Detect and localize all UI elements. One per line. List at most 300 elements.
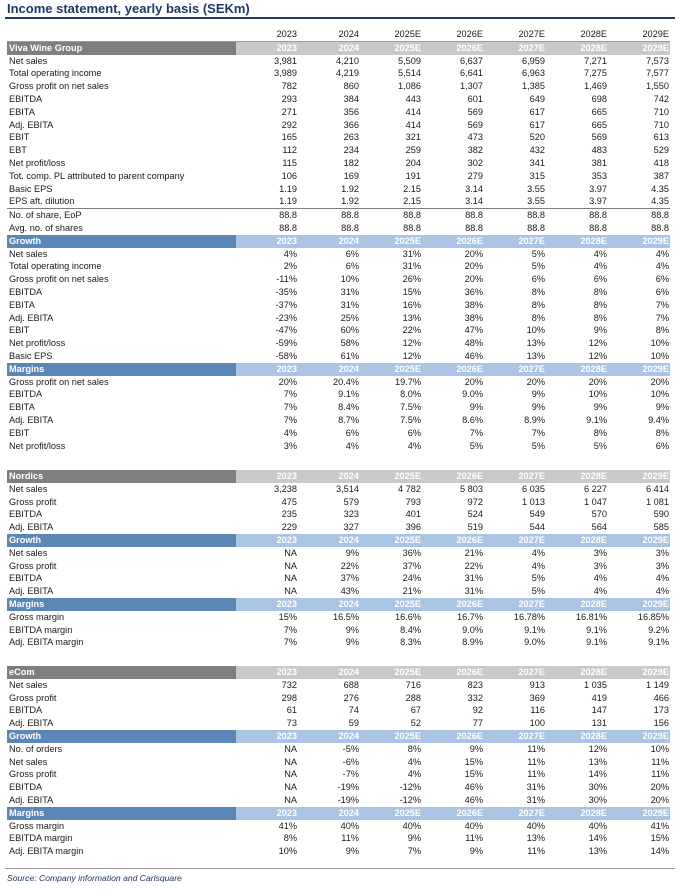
year-header: 2026E bbox=[422, 363, 484, 376]
row-value: 14% bbox=[588, 833, 608, 844]
row-value: 483 bbox=[591, 145, 608, 156]
row-label: EBITDA bbox=[9, 705, 43, 716]
row-value: 43% bbox=[340, 586, 360, 597]
row-value: 384 bbox=[343, 93, 360, 104]
row-value: 20% bbox=[464, 248, 484, 259]
row-value: 204 bbox=[405, 157, 422, 168]
row-label: Adj. EBITA bbox=[9, 522, 54, 533]
year-header: 2028E bbox=[546, 363, 608, 376]
row-value: 323 bbox=[343, 509, 360, 520]
row-label: Adj. EBITA bbox=[9, 312, 54, 323]
table-row bbox=[7, 611, 670, 624]
row-label: EBT bbox=[9, 145, 27, 156]
row-value: 585 bbox=[653, 522, 670, 533]
row-value: 3.97 bbox=[589, 196, 608, 207]
row-value: 9.1% bbox=[586, 637, 608, 648]
row-value: 7% bbox=[283, 402, 298, 413]
row-value: 519 bbox=[467, 522, 484, 533]
table-row bbox=[7, 312, 670, 325]
header-row bbox=[7, 42, 670, 55]
table-row bbox=[7, 195, 670, 209]
row-value: 48% bbox=[464, 338, 484, 349]
table-row bbox=[7, 170, 670, 183]
year-header: 2023 bbox=[236, 363, 298, 376]
row-value: 21% bbox=[464, 547, 484, 558]
row-value: NA bbox=[284, 547, 298, 558]
table-row bbox=[7, 756, 670, 769]
row-value: 15% bbox=[278, 611, 298, 622]
row-value: 9% bbox=[345, 547, 360, 558]
year-header: 2026E bbox=[422, 730, 484, 743]
row-value: 401 bbox=[405, 509, 422, 520]
year-header: 2028E bbox=[546, 470, 608, 483]
row-value: 8.0% bbox=[400, 389, 422, 400]
row-value: 169 bbox=[343, 170, 360, 181]
row-value: 41% bbox=[278, 820, 298, 831]
row-value: 7% bbox=[283, 389, 298, 400]
year-header: 2024 bbox=[298, 42, 360, 55]
row-value: 649 bbox=[529, 93, 546, 104]
table-row bbox=[7, 768, 670, 781]
row-value: 1 047 bbox=[584, 496, 608, 507]
row-value: 31% bbox=[526, 794, 546, 805]
row-value: 356 bbox=[343, 106, 360, 117]
row-value: 8% bbox=[593, 286, 608, 297]
row-value: 8.7% bbox=[338, 414, 360, 425]
row-value: 1.19 bbox=[279, 196, 298, 207]
row-value: 7,577 bbox=[646, 68, 670, 79]
row-value: 5% bbox=[531, 440, 546, 451]
year-header: 2027E bbox=[484, 598, 546, 611]
row-value: 8% bbox=[531, 312, 546, 323]
row-value: 15% bbox=[464, 769, 484, 780]
row-value: 88.8 bbox=[279, 222, 298, 233]
row-label: Adj. EBITA margin bbox=[9, 846, 84, 857]
row-value: 9% bbox=[469, 402, 484, 413]
row-value: 9% bbox=[531, 402, 546, 413]
year-header: 2024 bbox=[298, 28, 360, 41]
row-value: 15% bbox=[402, 286, 422, 297]
row-label: EBITDA bbox=[9, 782, 43, 793]
row-value: 1,385 bbox=[522, 81, 546, 92]
row-value: 11% bbox=[527, 769, 546, 780]
row-value: 3,981 bbox=[274, 55, 298, 66]
row-value: 19.7% bbox=[394, 376, 422, 387]
row-value: 5% bbox=[531, 248, 546, 259]
row-value: NA bbox=[284, 586, 298, 597]
row-value: 353 bbox=[591, 170, 608, 181]
row-value: 12% bbox=[588, 743, 608, 754]
year-header: 2028E bbox=[546, 534, 608, 547]
table-row bbox=[7, 80, 670, 93]
row-value: 16.81% bbox=[575, 611, 608, 622]
header-label: Margins bbox=[7, 598, 236, 611]
row-value: 46% bbox=[464, 794, 484, 805]
row-value: 9.4% bbox=[648, 414, 670, 425]
row-value: 20% bbox=[464, 261, 484, 272]
row-value: 716 bbox=[405, 679, 422, 690]
row-value: 3.55 bbox=[527, 196, 546, 207]
header-label: Margins bbox=[7, 807, 236, 820]
row-value: 5% bbox=[469, 440, 484, 451]
year-header: 2027E bbox=[484, 470, 546, 483]
row-value: 11% bbox=[465, 833, 484, 844]
row-value: NA bbox=[284, 560, 298, 571]
row-value: 8% bbox=[531, 286, 546, 297]
row-value: 5,514 bbox=[398, 68, 422, 79]
header-row bbox=[7, 363, 670, 376]
row-value: 6% bbox=[345, 261, 360, 272]
bottom-rule bbox=[5, 868, 675, 869]
row-value: 7% bbox=[407, 846, 422, 857]
row-value: NA bbox=[284, 782, 298, 793]
row-value: 6% bbox=[655, 440, 670, 451]
row-value: 396 bbox=[405, 522, 422, 533]
row-value: 12% bbox=[402, 350, 422, 361]
page-title: Income statement, yearly basis (SEKm) bbox=[7, 1, 250, 16]
row-value: 276 bbox=[343, 692, 360, 703]
row-value: 4% bbox=[655, 573, 670, 584]
table-row bbox=[7, 717, 670, 730]
year-header: 2028E bbox=[546, 598, 608, 611]
row-value: 9.2% bbox=[648, 624, 670, 635]
row-label: Total operating income bbox=[9, 68, 102, 79]
row-value: 2.15 bbox=[403, 183, 422, 194]
row-value: 11% bbox=[527, 846, 546, 857]
row-value: 88.8 bbox=[527, 222, 546, 233]
row-value: 10% bbox=[526, 325, 546, 336]
year-header: 2029E bbox=[608, 363, 670, 376]
row-value: 20% bbox=[650, 376, 670, 387]
row-label: EBITDA bbox=[9, 389, 43, 400]
row-value: 234 bbox=[343, 145, 360, 156]
row-value: 1 035 bbox=[584, 679, 608, 690]
row-value: 182 bbox=[343, 157, 360, 168]
row-value: 473 bbox=[467, 132, 484, 143]
table-row bbox=[7, 324, 670, 337]
year-header: 2025E bbox=[360, 470, 422, 483]
table-row bbox=[7, 299, 670, 312]
row-value: 40% bbox=[588, 820, 608, 831]
year-header: 2027E bbox=[484, 666, 546, 679]
row-value: 9% bbox=[345, 846, 360, 857]
year-header: 2025E bbox=[360, 42, 422, 55]
row-value: 579 bbox=[343, 496, 360, 507]
row-value: 263 bbox=[343, 132, 360, 143]
row-value: 6% bbox=[345, 248, 360, 259]
row-value: 229 bbox=[281, 522, 298, 533]
row-value: 13% bbox=[588, 846, 608, 857]
table-row bbox=[7, 440, 670, 453]
row-value: 22% bbox=[340, 560, 360, 571]
row-label: Net sales bbox=[9, 679, 48, 690]
row-label: Gross profit bbox=[9, 496, 57, 507]
row-value: 67 bbox=[410, 705, 422, 716]
row-label: Net sales bbox=[9, 756, 48, 767]
row-value: 414 bbox=[405, 119, 422, 130]
table-row bbox=[7, 157, 670, 170]
year-header: 2029E bbox=[608, 666, 670, 679]
table-row bbox=[7, 388, 670, 401]
row-value: 36% bbox=[464, 286, 484, 297]
row-value: 3% bbox=[593, 547, 608, 558]
year-header: 2029E bbox=[608, 28, 670, 41]
row-label: EBITDA bbox=[9, 93, 43, 104]
year-header: 2024 bbox=[298, 730, 360, 743]
row-value: 1,307 bbox=[460, 81, 484, 92]
header-row bbox=[7, 235, 670, 248]
year-header: 2026E bbox=[422, 470, 484, 483]
table-row bbox=[7, 273, 670, 286]
row-value: NA bbox=[284, 743, 298, 754]
row-value: 4% bbox=[531, 560, 546, 571]
row-value: 466 bbox=[653, 692, 670, 703]
row-label: No. of share, EoP bbox=[9, 210, 82, 221]
header-row bbox=[7, 534, 670, 547]
year-header: 2025E bbox=[360, 598, 422, 611]
row-value: 3.14 bbox=[465, 183, 484, 194]
row-value: 3% bbox=[655, 547, 670, 558]
year-header: 2023 bbox=[236, 730, 298, 743]
row-value: 46% bbox=[464, 350, 484, 361]
row-value: 40% bbox=[526, 820, 546, 831]
row-value: 37% bbox=[402, 560, 422, 571]
row-value: 7,271 bbox=[584, 55, 608, 66]
header-label bbox=[7, 28, 236, 41]
row-value: 315 bbox=[529, 170, 546, 181]
row-label: Gross profit on net sales bbox=[9, 274, 109, 285]
row-value: 74 bbox=[348, 705, 360, 716]
row-value: 9% bbox=[593, 325, 608, 336]
year-header: 2029E bbox=[608, 235, 670, 248]
header-row bbox=[7, 598, 670, 611]
row-value: 698 bbox=[591, 93, 608, 104]
row-value: 4% bbox=[407, 769, 422, 780]
year-header: 2029E bbox=[608, 470, 670, 483]
year-header: 2023 bbox=[236, 42, 298, 55]
row-value: 77 bbox=[472, 718, 484, 729]
row-value: 549 bbox=[529, 509, 546, 520]
row-value: 4% bbox=[407, 756, 422, 767]
row-value: 292 bbox=[281, 119, 298, 130]
year-header: 2028E bbox=[546, 807, 608, 820]
year-header: 2024 bbox=[298, 235, 360, 248]
table-row bbox=[7, 427, 670, 440]
row-value: 20.4% bbox=[332, 376, 360, 387]
row-value: 443 bbox=[405, 93, 422, 104]
row-value: 7,573 bbox=[646, 55, 670, 66]
year-header: 2026E bbox=[422, 42, 484, 55]
row-value: -6% bbox=[342, 756, 360, 767]
row-value: 31% bbox=[340, 299, 360, 310]
row-label: Net sales bbox=[9, 547, 48, 558]
row-value: 4,210 bbox=[336, 55, 360, 66]
header-label: Growth bbox=[7, 730, 236, 743]
row-label: Adj. EBITA margin bbox=[9, 637, 84, 648]
year-header: 2026E bbox=[422, 598, 484, 611]
year-header: 2027E bbox=[484, 28, 546, 41]
row-value: 1.92 bbox=[341, 196, 360, 207]
row-value: 332 bbox=[467, 692, 484, 703]
row-value: 1 013 bbox=[522, 496, 546, 507]
row-value: 10% bbox=[340, 274, 360, 285]
row-value: 88.8 bbox=[465, 222, 484, 233]
year-header: 2027E bbox=[484, 534, 546, 547]
row-value: 7% bbox=[531, 427, 546, 438]
row-label: Net sales bbox=[9, 483, 48, 494]
row-value: 116 bbox=[530, 705, 546, 716]
row-value: 13% bbox=[526, 338, 546, 349]
row-value: 16.6% bbox=[394, 611, 422, 622]
table-row bbox=[7, 209, 670, 222]
row-value: 4% bbox=[593, 261, 608, 272]
row-value: 793 bbox=[405, 496, 422, 507]
row-value: 369 bbox=[529, 692, 546, 703]
row-value: 4.35 bbox=[651, 196, 670, 207]
row-label: EBITDA margin bbox=[9, 624, 73, 635]
row-value: 4% bbox=[593, 573, 608, 584]
row-value: -35% bbox=[275, 286, 298, 297]
year-header: 2023 bbox=[236, 470, 298, 483]
table-row bbox=[7, 679, 670, 692]
row-value: 10% bbox=[650, 389, 670, 400]
table-row bbox=[7, 131, 670, 144]
row-value: 31% bbox=[340, 286, 360, 297]
nordics-table bbox=[7, 470, 670, 649]
row-value: 60% bbox=[340, 325, 360, 336]
row-value: 6,637 bbox=[460, 55, 484, 66]
table-row bbox=[7, 692, 670, 705]
row-value: 665 bbox=[591, 119, 608, 130]
row-value: 100 bbox=[529, 718, 546, 729]
table-row bbox=[7, 106, 670, 119]
row-value: 9.0% bbox=[462, 624, 484, 635]
row-value: 8% bbox=[593, 427, 608, 438]
header-label: eCom bbox=[9, 667, 35, 677]
row-value: 10% bbox=[650, 743, 670, 754]
year-header: 2028E bbox=[546, 666, 608, 679]
row-value: 11% bbox=[527, 756, 546, 767]
row-value: 16% bbox=[402, 299, 422, 310]
row-value: 617 bbox=[529, 119, 546, 130]
table-row bbox=[7, 119, 670, 132]
year-header: 2024 bbox=[298, 363, 360, 376]
row-value: 321 bbox=[405, 132, 422, 143]
row-value: 14% bbox=[650, 846, 670, 857]
row-value: 58% bbox=[340, 338, 360, 349]
table-row bbox=[7, 483, 670, 496]
row-value: -47% bbox=[275, 325, 298, 336]
row-value: 617 bbox=[529, 106, 546, 117]
row-label: EBIT bbox=[9, 132, 30, 143]
row-value: 6% bbox=[407, 427, 422, 438]
row-value: 88.8 bbox=[403, 210, 422, 221]
table-row bbox=[7, 350, 670, 363]
row-value: 8.4% bbox=[338, 402, 360, 413]
row-value: 7% bbox=[283, 624, 298, 635]
row-value: 24% bbox=[402, 573, 422, 584]
table-row bbox=[7, 521, 670, 534]
row-value: 8.3% bbox=[400, 637, 422, 648]
row-value: 9% bbox=[469, 743, 484, 754]
row-value: 570 bbox=[591, 509, 608, 520]
row-label: Gross profit bbox=[9, 769, 57, 780]
row-value: 9% bbox=[345, 624, 360, 635]
row-value: 414 bbox=[405, 106, 422, 117]
row-value: 14% bbox=[588, 769, 608, 780]
row-value: 5,509 bbox=[398, 55, 422, 66]
row-value: -58% bbox=[275, 350, 298, 361]
row-label: Adj. EBITA bbox=[9, 414, 54, 425]
year-header: 2025E bbox=[360, 534, 422, 547]
year-header: 2026E bbox=[422, 534, 484, 547]
row-value: 4% bbox=[283, 248, 298, 259]
row-value: 544 bbox=[529, 522, 546, 533]
row-value: 191 bbox=[405, 170, 422, 181]
row-value: 3% bbox=[283, 440, 298, 451]
row-value: 61 bbox=[286, 705, 298, 716]
table-row bbox=[7, 496, 670, 509]
row-value: 613 bbox=[653, 132, 670, 143]
row-value: 1 081 bbox=[646, 496, 670, 507]
row-value: 112 bbox=[282, 145, 298, 156]
row-value: 61% bbox=[340, 350, 360, 361]
row-value: 37% bbox=[340, 573, 360, 584]
table-row bbox=[7, 560, 670, 573]
row-label: Adj. EBITA bbox=[9, 586, 54, 597]
row-value: 10% bbox=[650, 338, 670, 349]
year-header: 2023 bbox=[236, 235, 298, 248]
table-row bbox=[7, 414, 670, 427]
row-value: 52 bbox=[410, 718, 422, 729]
row-value: 913 bbox=[529, 679, 546, 690]
header-label: Nordics bbox=[9, 471, 44, 481]
row-value: 590 bbox=[653, 509, 670, 520]
row-value: 38% bbox=[464, 299, 484, 310]
row-value: 7% bbox=[283, 414, 298, 425]
row-value: 16.85% bbox=[637, 611, 670, 622]
row-value: 15% bbox=[464, 756, 484, 767]
table-row bbox=[7, 624, 670, 637]
row-value: 20% bbox=[650, 794, 670, 805]
row-value: -11% bbox=[276, 274, 298, 285]
row-value: 147 bbox=[591, 705, 608, 716]
row-label: EPS aft. dilution bbox=[9, 196, 75, 207]
row-label: Adj. EBITA bbox=[9, 718, 54, 729]
row-value: 30% bbox=[588, 794, 608, 805]
row-label: EBITA bbox=[9, 402, 35, 413]
row-value: 20% bbox=[588, 376, 608, 387]
row-value: 972 bbox=[467, 496, 484, 507]
table-row bbox=[7, 781, 670, 794]
table-row bbox=[7, 585, 670, 598]
row-value: 8.6% bbox=[462, 414, 484, 425]
row-label: Basic EPS bbox=[9, 183, 53, 194]
row-label: Gross profit bbox=[9, 560, 57, 571]
table-row bbox=[7, 93, 670, 106]
row-value: 3.97 bbox=[589, 183, 608, 194]
row-value: 259 bbox=[405, 145, 422, 156]
row-value: 31% bbox=[402, 261, 422, 272]
year-header: 2024 bbox=[298, 807, 360, 820]
row-value: 8% bbox=[531, 299, 546, 310]
row-value: 3% bbox=[593, 560, 608, 571]
row-value: 302 bbox=[467, 157, 484, 168]
row-label: Gross margin bbox=[9, 820, 65, 831]
header-row bbox=[7, 807, 670, 820]
row-value: 601 bbox=[467, 93, 484, 104]
row-value: 31% bbox=[464, 573, 484, 584]
